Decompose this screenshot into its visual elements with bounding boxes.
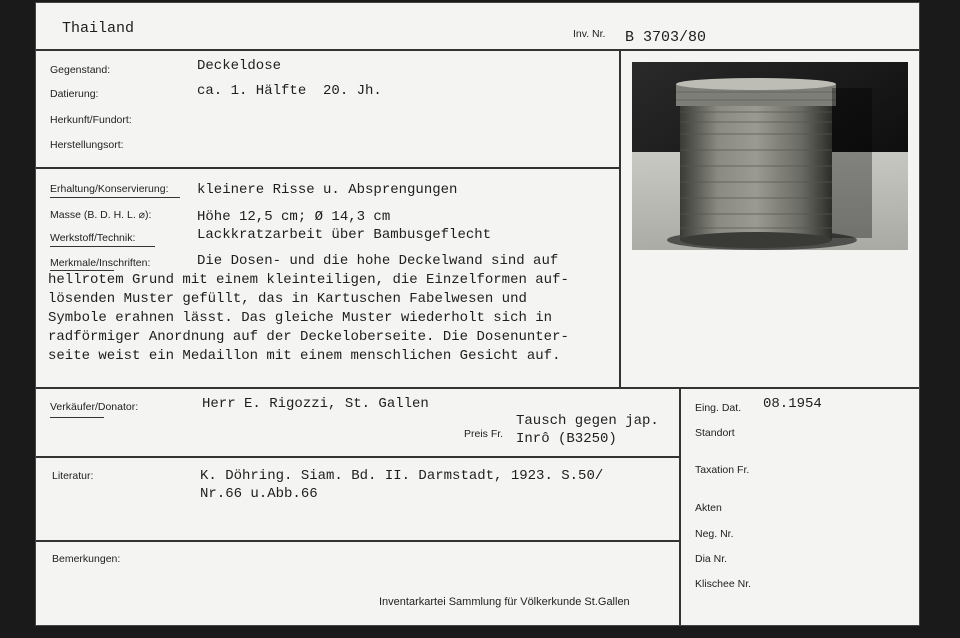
object-photo xyxy=(632,62,908,250)
literatur-line1: K. Döhring. Siam. Bd. II. Darmstadt, 1923. S.50/ xyxy=(200,468,604,484)
divider-side-column xyxy=(679,387,681,625)
inv-label: Inv. Nr. xyxy=(573,28,606,40)
description-line: Symbole erahnen lässt. Das gleiche Muster wiederholt sich in xyxy=(48,310,553,326)
bemerkungen-label: Bemerkungen: xyxy=(52,553,121,565)
country-label: Thailand xyxy=(62,20,135,37)
preis-value-line2: Inrô (B3250) xyxy=(516,431,617,447)
description-line: radförmiger Anordnung auf der Deckeloberseite. Die Dosenunter- xyxy=(48,329,569,345)
verkaeufer-underline xyxy=(50,417,104,418)
gegenstand-value: Deckeldose xyxy=(197,58,282,74)
preis-value-line1: Tausch gegen jap. xyxy=(516,413,659,429)
merkmale-label: Merkmale/Inschriften: xyxy=(50,257,151,269)
erhaltung-underline xyxy=(50,197,180,198)
erhaltung-label: Erhaltung/Konservierung: xyxy=(50,183,169,195)
masse-value: Höhe 12,5 cm; Ø 14,3 cm xyxy=(197,209,391,225)
inv-number: B 3703/80 xyxy=(625,29,707,46)
description-line: lösenden Muster gefüllt, das in Kartuschen Fabelwesen und xyxy=(48,291,527,307)
footer-text: Inventarkartei Sammlung für Völkerkunde St.Gallen xyxy=(379,596,630,608)
standort-label: Standort xyxy=(695,427,735,439)
verkaeufer-value: Herr E. Rigozzi, St. Gallen xyxy=(202,396,429,412)
gegenstand-label: Gegenstand: xyxy=(50,64,111,76)
werkstoff-label: Werkstoff/Technik: xyxy=(50,232,136,244)
literatur-label: Literatur: xyxy=(52,470,94,482)
verkaeufer-label: Verkäufer/Donator: xyxy=(50,401,139,413)
klischee-nr-label: Klischee Nr. xyxy=(695,578,752,590)
datierung-label: Datierung: xyxy=(50,88,99,100)
dia-nr-label: Dia Nr. xyxy=(695,553,728,565)
herkunft-label: Herkunft/Fundort: xyxy=(50,114,132,126)
literatur-line2: Nr.66 u.Abb.66 xyxy=(200,486,318,502)
eing-dat-label: Eing. Dat. xyxy=(695,402,742,414)
neg-nr-label: Neg. Nr. xyxy=(695,528,734,540)
divider-section-2 xyxy=(36,387,919,389)
lacquer-box-illustration xyxy=(632,62,908,250)
divider-section-1 xyxy=(36,167,619,169)
eing-dat-value: 08.1954 xyxy=(763,396,822,412)
masse-label: Masse (B. D. H. L. ⌀): xyxy=(50,209,152,221)
herstellungsort-label: Herstellungsort: xyxy=(50,139,124,151)
description-line: Die Dosen- und die hohe Deckelwand sind auf xyxy=(197,253,559,269)
akten-label: Akten xyxy=(695,502,722,514)
preis-label: Preis Fr. xyxy=(464,428,504,440)
description-line: seite weist ein Medaillon mit einem menschlichen Gesicht auf. xyxy=(48,348,561,364)
description-line: hellrotem Grund mit einem kleinteiligen, die Einzelformen auf- xyxy=(48,272,569,288)
divider-photo-column xyxy=(619,49,621,389)
werkstoff-value: Lackkratzarbeit über Bambusgeflecht xyxy=(197,227,492,243)
erhaltung-value: kleinere Risse u. Absprengungen xyxy=(197,182,458,198)
werkstoff-underline xyxy=(50,246,155,247)
taxation-label: Taxation Fr. xyxy=(695,464,750,476)
divider-section-3 xyxy=(36,456,679,458)
divider-section-4 xyxy=(36,540,679,542)
divider-header xyxy=(36,49,919,51)
datierung-value: ca. 1. Hälfte 20. Jh. xyxy=(197,83,382,99)
